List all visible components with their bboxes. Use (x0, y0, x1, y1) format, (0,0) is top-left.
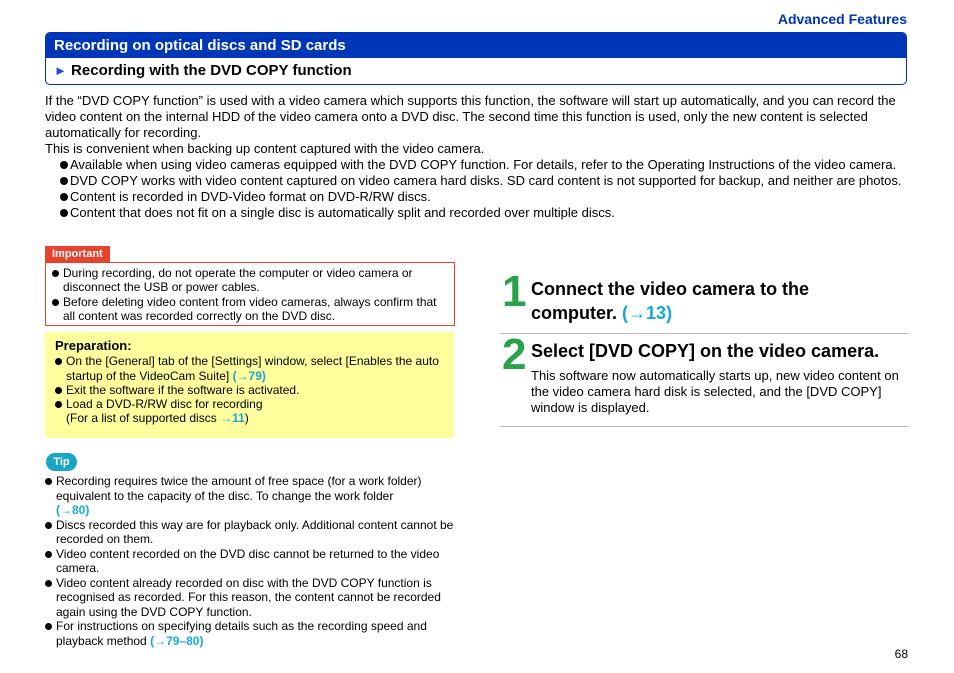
intro (45, 93, 910, 221)
list-item: Video content already recorded on disc with the DVD COPY function is recognised as recorded. For this reason, the content cannot be recorded again using the DVD COPY function. (45, 576, 460, 620)
page-link[interactable]: →11 (220, 411, 245, 426)
title-box (45, 32, 907, 85)
list-item (45, 619, 460, 648)
intro-bullets (45, 157, 910, 221)
step-body-2: This software now automatically starts up, new video content on the video camera hard disk is selected, and the [DVD COPY] window is displayed. (531, 368, 899, 415)
list-item: During recording, do not operate the computer or video camera or disconnect the USB or power cables. (52, 266, 444, 295)
page-title: Recording on optical discs and SD cards (46, 33, 906, 58)
preparation-box (45, 332, 454, 438)
divider (500, 426, 909, 427)
step-title-1 (531, 277, 861, 325)
important-box (45, 262, 455, 326)
list-item: DVD COPY works with video content captured on video camera hard disks. SD card content is not supported for backup, and neither are photos. (45, 173, 910, 189)
list-item: Before deleting video content from video cameras, always confirm that all content was recorded correctly on the DVD disc. (52, 295, 444, 324)
list-item: Discs recorded this way are for playback only. Additional content cannot be recorded on them. (45, 518, 460, 547)
preparation-title: Preparation: (55, 338, 132, 353)
prep-item-sub: (For a list of supported discs (66, 411, 221, 426)
intro-paragraph-2: This is convenient when backing up content captured with the video camera. (45, 141, 485, 156)
triangle-right-icon: ► (54, 63, 67, 78)
step-title-2: Select [DVD COPY] on the video camera. (531, 341, 880, 361)
prep-item-close: ) (244, 411, 249, 426)
prep-item-text: On the [General] tab of the [Settings] window, select [Enables the auto startup of the VideoCam Suite] (66, 354, 439, 383)
list-item (45, 474, 460, 518)
prep-item-text: Load a DVD-R/RW disc for recording (66, 397, 263, 412)
list-item: Video content recorded on the DVD disc cannot be returned to the video camera. (45, 547, 460, 576)
page-link[interactable]: (→79–80) (150, 633, 204, 648)
tip-item-text: For instructions on specifying details such as the recording speed and playback method (56, 619, 427, 648)
section-label: Advanced Features (777, 11, 907, 27)
list-item: Exit the software if the software is activated. (55, 383, 444, 397)
page-link[interactable]: (→79) (232, 368, 266, 383)
subtitle (46, 58, 906, 84)
step-title-text: Connect the video camera to the computer. (531, 279, 810, 323)
step-number-1: 1 (502, 267, 527, 316)
list-item (55, 397, 444, 426)
page-link[interactable]: (→80) (56, 503, 90, 517)
list-item: Content that does not fit on a single disc is automatically split and recorded over multiple discs. (45, 205, 910, 221)
step-number-2: 2 (502, 330, 527, 379)
tip-item-text: Recording requires twice the amount of free space (for a work folder) equivalent to the capacity of the disc. To change the work folder (56, 474, 422, 503)
subtitle-text: Recording with the DVD COPY function (71, 62, 352, 79)
list-item (55, 354, 444, 383)
list-item: Content is recorded in DVD-Video format on DVD-R/RW discs. (45, 189, 910, 205)
list-item: Available when using video cameras equipped with the DVD COPY function. For details, refer to the Operating Instructions of the video camera. (45, 157, 910, 173)
page-link[interactable]: (→13) (622, 303, 673, 323)
tip-list (45, 474, 460, 648)
important-label: Important (45, 246, 110, 263)
page-number: 68 (894, 647, 908, 661)
intro-paragraph-1: If the “DVD COPY function” is used with a video camera which supports this function, the software will start up automatically, and you can record the video content on the internal HDD of the video camera onto a DVD disc. The second time this function is used, only the new content is selected automatically for recording. (45, 93, 896, 140)
divider (500, 333, 909, 334)
tip-label: Tip (46, 453, 77, 471)
